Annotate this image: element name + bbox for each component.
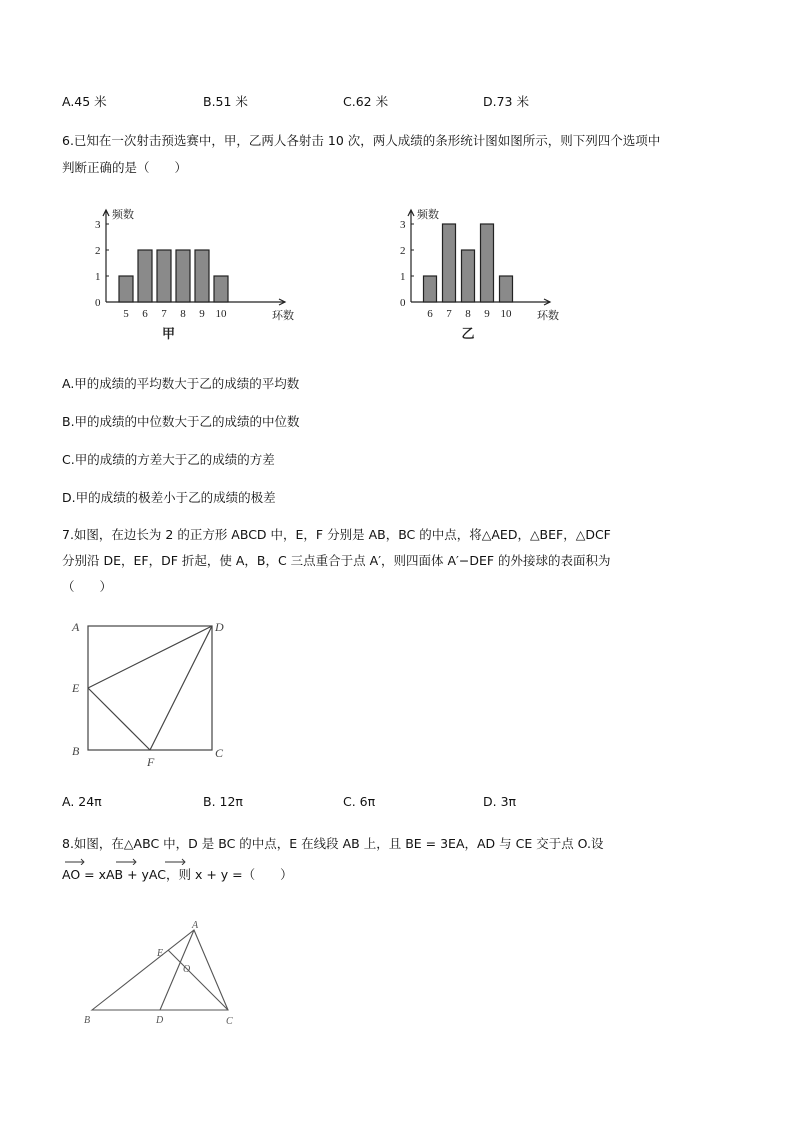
q7-stem-line3: （ ） [62,579,113,594]
q7-option-b: B. 12π [203,794,243,809]
q8-stem-line2: AO = xAB + yAC，则 x + y =（ ） [62,867,293,882]
bar [500,276,513,302]
bar [462,250,475,302]
bar [157,250,171,302]
q5-option-b: B.51 米 [203,94,248,109]
x-tick-label: 7 [446,308,452,320]
segment-ed [88,626,212,688]
q5-option-a: A.45 米 [62,94,107,109]
triangle-abc [92,930,228,1010]
x-tick-label: 10 [215,308,227,320]
bar [424,276,437,302]
label-d: D [215,620,224,634]
chart-title: 乙 [461,327,475,340]
y-tick-label: 0 [95,297,101,309]
y-axis-label: 频数 [417,208,439,221]
bar [481,224,494,302]
q8-stem-line1: 8.如图，在△ABC 中，D 是 BC 的中点，E 在线段 AB 上，且 BE = 3EA，AD 与 CE 交于点 O.设 [62,836,604,851]
q7-option-c: C. 6π [343,794,376,809]
y-tick-label: 3 [95,219,101,231]
label-e: E [72,681,80,695]
segment-fd [150,626,212,750]
q6-stem-line2: 判断正确的是（ ） [62,160,188,175]
x-tick-label: 9 [199,308,205,320]
x-tick-label: 7 [161,308,167,320]
vector-arrows [64,857,194,865]
bar [176,250,190,302]
q7-stem-line1: 7.如图，在边长为 2 的正方形 ABCD 中，E，F 分别是 AB，BC 的中点，将△AED，△BEF，△DCF [62,527,611,542]
y-tick-label: 2 [400,245,406,257]
label-e: E [157,948,164,959]
y-tick-label: 1 [400,271,406,283]
triangle-figure [80,918,245,1030]
label-d: D [156,1015,164,1026]
q7-option-a: A. 24π [62,794,102,809]
x-axis-label: 环数 [537,309,559,322]
q5-option-d: D.73 米 [483,94,529,109]
bar [195,250,209,302]
bar [214,276,228,302]
x-axis-label: 环数 [272,309,294,322]
label-o: O [183,964,191,975]
label-a: A [192,920,199,931]
chart-title: 甲 [161,327,176,340]
square-figure [60,610,240,775]
segment-ef [88,688,150,750]
x-tick-label: 6 [142,308,148,320]
label-c: C [215,746,224,760]
x-tick-label: 5 [123,308,129,320]
y-tick-label: 2 [95,245,101,257]
q5-option-c: C.62 米 [343,94,389,109]
q6-option-a: A.甲的成绩的平均数大于乙的成绩的平均数 [62,376,300,391]
q7-option-d: D. 3π [483,794,517,809]
label-b: B [72,744,80,758]
label-b: B [84,1015,91,1026]
q7-stem-line2: 分别沿 DE，EF，DF 折起，使 A，B，C 三点重合于点 A′，则四面体 A′−DEF 的外接球的表面积为 [62,553,611,568]
square-abcd [88,626,212,750]
x-tick-label: 8 [180,308,186,320]
q6-stem-line1: 6.已知在一次射击预选赛中，甲，乙两人各射击 10 次，两人成绩的条形统计图如图所示，则下列四个选项中 [62,133,661,148]
x-tick-label: 8 [465,308,471,320]
x-tick-label: 10 [500,308,512,320]
label-f: F [147,755,155,769]
label-c: C [226,1016,233,1027]
x-tick-label: 6 [427,308,433,320]
x-tick-label: 9 [484,308,490,320]
y-tick-label: 1 [95,271,101,283]
bar [138,250,152,302]
bar [443,224,456,302]
q6-option-d: D.甲的成绩的极差小于乙的成绩的极差 [62,490,276,505]
bar [119,276,133,302]
q6-option-c: C.甲的成绩的方差大于乙的成绩的方差 [62,452,275,467]
y-axis-label: 频数 [112,208,134,221]
segment-ce [168,950,228,1010]
label-a: A [72,620,80,634]
chart-yi [385,190,625,340]
q6-option-b: B.甲的成绩的中位数大于乙的成绩的中位数 [62,414,300,429]
y-tick-label: 3 [400,219,406,231]
y-tick-label: 0 [400,297,406,309]
chart-jia [80,190,330,340]
